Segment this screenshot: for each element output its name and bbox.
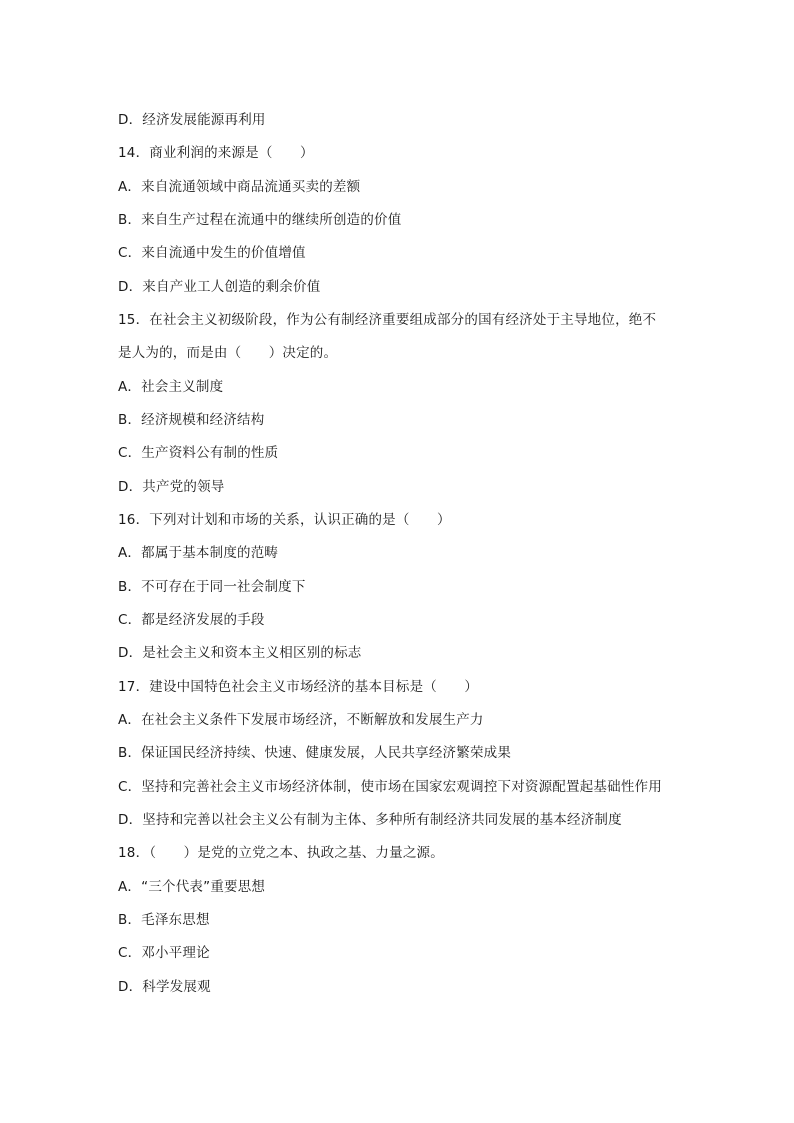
q18-option-a: A．“三个代表”重要思想 xyxy=(118,879,266,895)
q15-option-b: B．经济规模和经济结构 xyxy=(118,412,265,428)
q16-question: 16．下列对计划和市场的关系，认识正确的是（ ） xyxy=(118,512,451,528)
q14-question: 14．商业利润的来源是（ ） xyxy=(118,145,314,161)
q14-option-d: D．来自产业工人创造的剩余价值 xyxy=(118,279,321,295)
q15-option-a: A．社会主义制度 xyxy=(118,379,224,395)
q18-option-d: D．科学发展观 xyxy=(118,979,211,995)
q18-option-c: C．邓小平理论 xyxy=(118,945,210,961)
q17-option-d: D．坚持和完善以社会主义公有制为主体、多种所有制经济共同发展的基本经济制度 xyxy=(118,812,622,828)
q16-option-b: B．不可存在于同一社会制度下 xyxy=(118,579,306,595)
q17-question: 17．建设中国特色社会主义市场经济的基本目标是（ ） xyxy=(118,679,479,695)
q14-option-c: C．来自流通中发生的价值增值 xyxy=(118,245,306,261)
q18-option-b: B．毛泽东思想 xyxy=(118,912,210,928)
q14-option-b: B．来自生产过程在流通中的继续所创造的价值 xyxy=(118,212,402,228)
q15-option-d: D．共产党的领导 xyxy=(118,479,225,495)
q17-option-c: C．坚持和完善社会主义市场经济体制，使市场在国家宏观调控下对资源配置起基础性作用 xyxy=(118,779,662,795)
q16-option-c: C．都是经济发展的手段 xyxy=(118,612,265,628)
q17-option-b: B．保证国民经济持续、快速、健康发展，人民共享经济繁荣成果 xyxy=(118,745,512,761)
q15-question-line-1: 15．在社会主义初级阶段，作为公有制经济重要组成部分的国有经济处于主导地位，绝不 xyxy=(118,312,657,328)
q16-option-d: D．是社会主义和资本主义相区别的标志 xyxy=(118,645,362,661)
q13-option-d: D．经济发展能源再利用 xyxy=(118,112,266,128)
q15-option-c: C．生产资料公有制的性质 xyxy=(118,445,279,461)
q18-question: 18．（ ）是党的立党之本、执政之基、力量之源。 xyxy=(118,845,444,861)
q14-option-a: A．来自流通领域中商品流通买卖的差额 xyxy=(118,179,361,195)
q16-option-a: A．都属于基本制度的范畴 xyxy=(118,545,279,561)
q17-option-a: A．在社会主义条件下发展市场经济，不断解放和发展生产力 xyxy=(118,712,484,728)
q15-question-line-2: 是人为的，而是由（ ）决定的。 xyxy=(118,345,338,361)
